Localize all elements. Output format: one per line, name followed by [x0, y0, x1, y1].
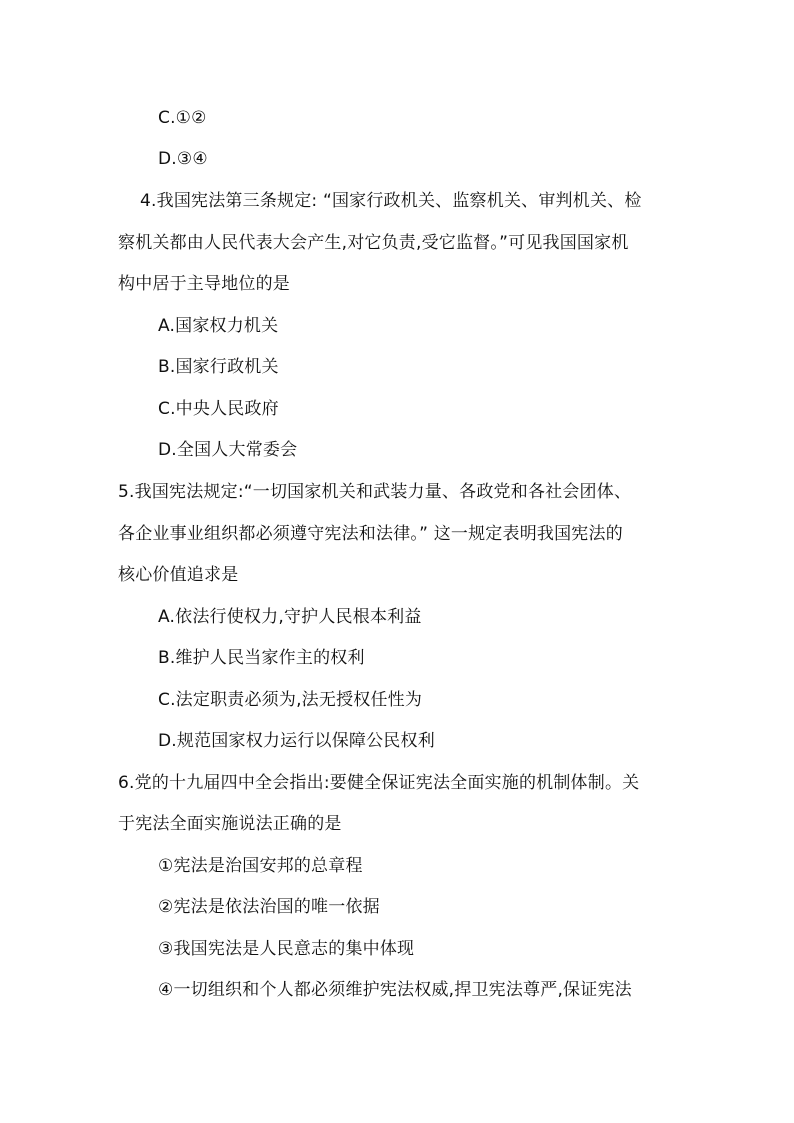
q3-option-c: C.①② — [158, 108, 207, 128]
q4-stem-line-3: 构中居于主导地位的是 — [118, 274, 290, 294]
q6-statement-3: ③我国宪法是人民意志的集中体现 — [158, 939, 415, 959]
q5-stem-line-1: 5.我国宪法规定:“一切国家机关和武装力量、各政党和各社会团体、 — [118, 482, 632, 502]
q6-statement-1: ①宪法是治国安邦的总章程 — [158, 856, 363, 876]
q4-option-b: B.国家行政机关 — [158, 357, 279, 377]
q6-stem-line-2: 于宪法全面实施说法正确的是 — [118, 814, 342, 834]
q6-statement-2: ②宪法是依法治国的唯一依据 — [158, 897, 380, 917]
q6-statement-4: ④一切组织和个人都必须维护宪法权威,捍卫宪法尊严,保证宪法 — [158, 980, 632, 1000]
q6-stem-line-1: 6.党的十九届四中全会指出:要健全保证宪法全面实施的机制体制。关 — [118, 773, 640, 793]
q5-stem-line-2: 各企业事业组织都必须遵守宪法和法律。” 这一规定表明我国宪法的 — [118, 524, 623, 544]
q5-option-d: D.规范国家权力运行以保障公民权利 — [158, 731, 435, 751]
q4-stem-line-1: 4.我国宪法第三条规定: “国家行政机关、监察机关、审判机关、检 — [140, 191, 642, 211]
q5-option-a: A.依法行使权力,守护人民根本利益 — [158, 607, 422, 627]
q4-stem-line-2: 察机关都由人民代表大会产生,对它负责,受它监督。”可见我国国家机 — [118, 233, 629, 253]
q5-option-b: B.维护人民当家作主的权利 — [158, 648, 365, 668]
q4-option-c: C.中央人民政府 — [158, 399, 279, 419]
q3-option-d: D.③④ — [158, 149, 208, 169]
q4-option-d: D.全国人大常委会 — [158, 440, 298, 460]
q5-stem-line-3: 核心价值追求是 — [118, 565, 239, 585]
q5-option-c: C.法定职责必须为,法无授权任性为 — [158, 690, 423, 710]
q4-option-a: A.国家权力机关 — [158, 316, 279, 336]
